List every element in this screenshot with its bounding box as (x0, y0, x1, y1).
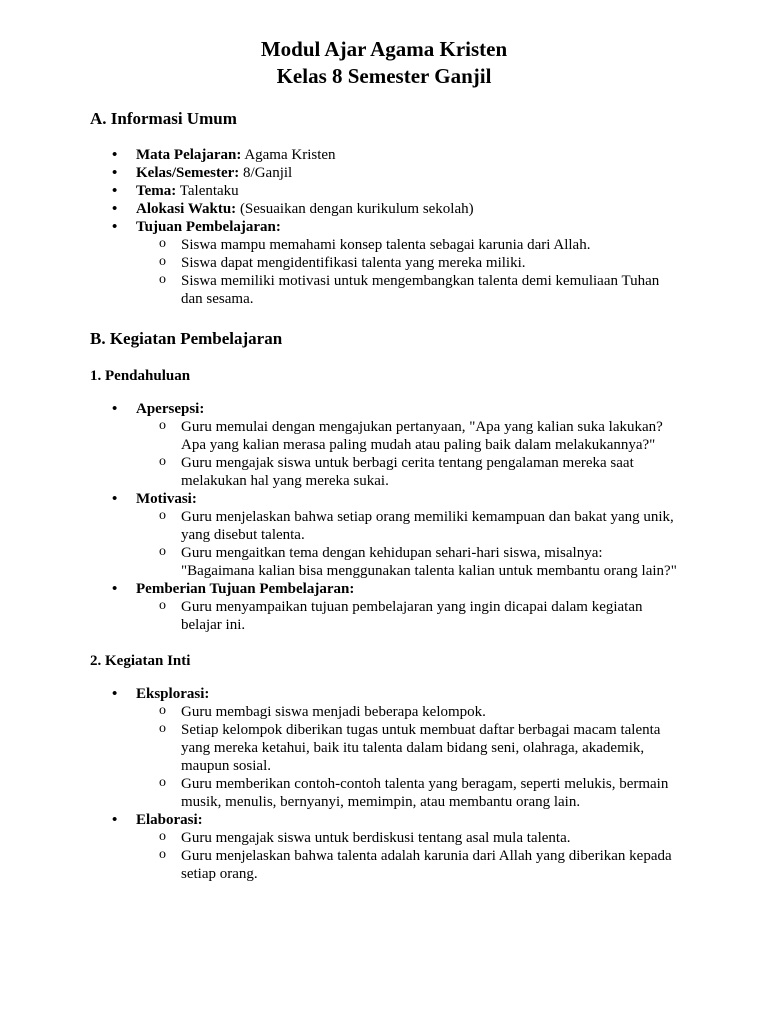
item-value: 8/Ganjil (239, 165, 293, 181)
sub-list (136, 703, 678, 811)
bullet-icon: • (112, 491, 118, 507)
tujuan-list (136, 236, 678, 308)
pendahuluan-list (90, 400, 678, 634)
sub-list (136, 418, 678, 490)
sub-bullet-icon: o (159, 508, 166, 523)
title-line-2: Kelas 8 Semester Ganjil (276, 64, 492, 88)
item-label: Tujuan Pembelajaran: (136, 219, 281, 235)
sub-bullet-icon: o (159, 418, 166, 433)
list-item (112, 400, 678, 490)
sub-list-item (159, 829, 678, 847)
group-label: Eksplorasi: (136, 686, 210, 702)
list-item (112, 490, 678, 580)
sub-list-item (159, 508, 678, 544)
sub-item-text: Siswa dapat mengidentifikasi talenta yang mereka miliki. (181, 255, 526, 271)
sub-list-item (159, 272, 678, 308)
sub-item-text: Guru menjelaskan bahwa talenta adalah karunia dari Allah yang diberikan kepada setiap orang. (181, 848, 672, 882)
bullet-icon: • (112, 581, 118, 597)
sub-list-item (159, 721, 678, 775)
list-item (112, 218, 678, 308)
bullet-icon: • (112, 165, 118, 181)
sub-list-item (159, 454, 678, 490)
bullet-icon: • (112, 147, 118, 163)
item-value: Agama Kristen (241, 147, 336, 163)
sub-bullet-icon: o (159, 703, 166, 718)
item-label: Tema: (136, 183, 177, 199)
list-item (112, 580, 678, 634)
pendahuluan-heading: 1. Pendahuluan (90, 368, 191, 384)
section-b-heading: B. Kegiatan Pembelajaran (90, 329, 283, 348)
sub-bullet-icon: o (159, 598, 166, 613)
sub-bullet-icon: o (159, 236, 166, 251)
sub-list-item (159, 418, 678, 454)
list-item (112, 811, 678, 883)
group-label: Motivasi: (136, 491, 197, 507)
sub-bullet-icon: o (159, 454, 166, 469)
info-umum-list (90, 146, 678, 308)
document-title (90, 36, 678, 90)
sub-item-text: Siswa mampu memahami konsep talenta sebagai karunia dari Allah. (181, 237, 591, 253)
list-item (112, 685, 678, 811)
sub-item-text: Guru mengaitkan tema dengan kehidupan sehari-hari siswa, misalnya: "Bagaimana kalian bisa menggunakan talenta kalian untuk membantu orang lain?" (181, 545, 677, 579)
list-item (112, 146, 678, 164)
bullet-icon: • (112, 201, 118, 217)
sub-item-text: Guru mengajak siswa untuk berdiskusi tentang asal mula talenta. (181, 830, 571, 846)
bullet-icon: • (112, 183, 118, 199)
sub-item-text: Siswa memiliki motivasi untuk mengembangkan talenta demi kemuliaan Tuhan dan sesama. (181, 273, 660, 307)
group-label: Apersepsi: (136, 401, 205, 417)
sub-bullet-icon: o (159, 847, 166, 862)
kegiatan-inti-heading: 2. Kegiatan Inti (90, 653, 191, 669)
sub-item-text: Setiap kelompok diberikan tugas untuk membuat daftar berbagai macam talenta yang mereka ketahui, baik itu talenta dalam bidang seni, olahraga, akademik, maupun sosial. (181, 722, 661, 774)
item-label: Mata Pelajaran: (136, 147, 242, 163)
sub-bullet-icon: o (159, 775, 166, 790)
item-value: Talentaku (176, 183, 239, 199)
sub-item-text: Guru mengajak siswa untuk berbagi cerita tentang pengalaman mereka saat melakukan hal yang mereka sukai. (181, 455, 634, 489)
bullet-icon: • (112, 401, 118, 417)
bullet-icon: • (112, 219, 118, 235)
kegiatan-inti-list (90, 685, 678, 883)
sub-list-item (159, 703, 678, 721)
sub-list (136, 829, 678, 883)
sub-list-item (159, 236, 678, 254)
sub-bullet-icon: o (159, 829, 166, 844)
sub-item-text: Guru memulai dengan mengajukan pertanyaan, "Apa yang kalian suka lakukan? Apa yang kalian merasa paling mudah atau paling baik dalam melakukannya?" (181, 419, 663, 453)
title-line-1: Modul Ajar Agama Kristen (260, 37, 508, 61)
sub-bullet-icon: o (159, 544, 166, 559)
sub-item-text: Guru menjelaskan bahwa setiap orang memiliki kemampuan dan bakat yang unik, yang disebut talenta. (181, 509, 674, 543)
item-label: Alokasi Waktu: (136, 201, 237, 217)
item-value: (Sesuaikan dengan kurikulum sekolah) (236, 201, 474, 217)
item-label: Kelas/Semester: (136, 165, 240, 181)
sub-list-item (159, 254, 678, 272)
group-label: Elaborasi: (136, 812, 203, 828)
list-item (112, 164, 678, 182)
sub-list (136, 508, 678, 580)
section-a-heading: A. Informasi Umum (90, 109, 237, 128)
sub-list-item (159, 544, 678, 580)
list-item (112, 200, 678, 218)
sub-bullet-icon: o (159, 272, 166, 287)
sub-bullet-icon: o (159, 721, 166, 736)
sub-item-text: Guru memberikan contoh-contoh talenta yang beragam, seperti melukis, bermain musik, menulis, bernyanyi, memimpin, atau membantu orang lain. (181, 776, 669, 810)
sub-list (136, 598, 678, 634)
sub-list-item (159, 775, 678, 811)
list-item (112, 182, 678, 200)
sub-item-text: Guru menyampaikan tujuan pembelajaran yang ingin dicapai dalam kegiatan belajar ini. (181, 599, 643, 633)
sub-item-text: Guru membagi siswa menjadi beberapa kelompok. (181, 704, 486, 720)
bullet-icon: • (112, 812, 118, 828)
sub-list-item (159, 598, 678, 634)
sub-bullet-icon: o (159, 254, 166, 269)
bullet-icon: • (112, 686, 118, 702)
sub-list-item (159, 847, 678, 883)
group-label: Pemberian Tujuan Pembelajaran: (136, 581, 355, 597)
